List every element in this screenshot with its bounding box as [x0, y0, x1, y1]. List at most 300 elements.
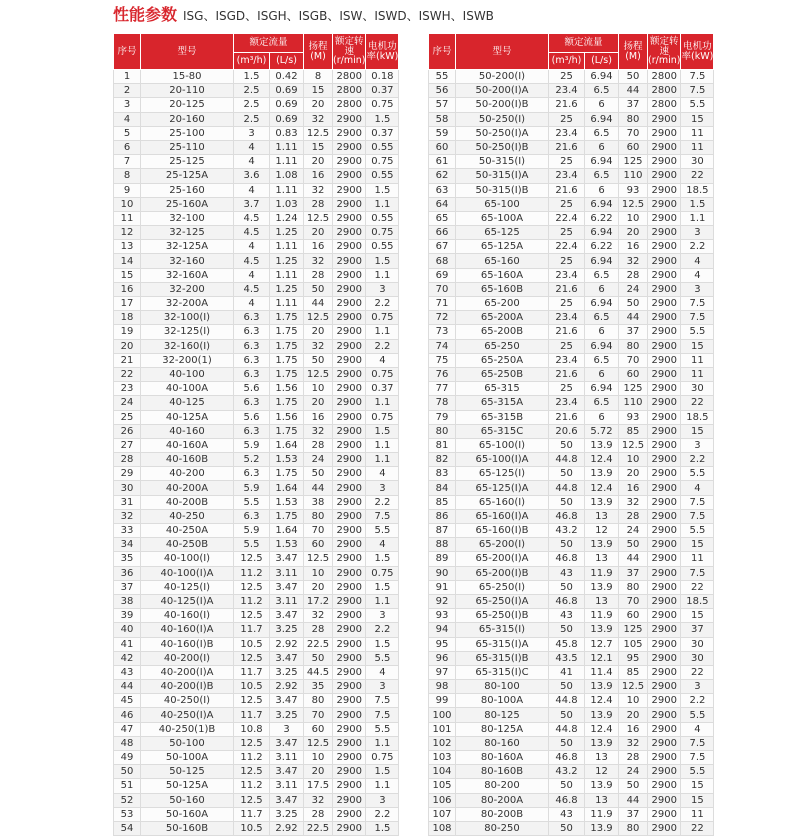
cell-power: 3 [366, 793, 399, 807]
cell-speed: 2900 [333, 169, 366, 183]
cell-no: 3 [114, 98, 141, 112]
cell-power: 15 [681, 538, 714, 552]
cell-model: 50-160B [141, 821, 234, 835]
cell-model: 40-100(I) [141, 552, 234, 566]
header-flow-m3h: (m³/h) [234, 53, 270, 70]
cell-no: 63 [429, 183, 456, 197]
table-row [114, 297, 399, 311]
cell-model: 80-100 [456, 680, 549, 694]
table-row [114, 240, 399, 254]
table-row [429, 807, 714, 821]
cell-power: 4 [366, 665, 399, 679]
table-row [114, 254, 399, 268]
cell-flow-ls: 11.4 [585, 665, 619, 679]
cell-flow-m3h: 46.8 [549, 793, 585, 807]
cell-no: 104 [429, 765, 456, 779]
cell-flow-m3h: 11.7 [234, 807, 270, 821]
cell-flow-m3h: 10.5 [234, 821, 270, 835]
cell-model: 80-125 [456, 708, 549, 722]
cell-power: 3 [366, 680, 399, 694]
cell-no: 6 [114, 140, 141, 154]
cell-no: 46 [114, 708, 141, 722]
cell-speed: 2900 [648, 680, 681, 694]
cell-power: 1.5 [366, 637, 399, 651]
table-row [114, 481, 399, 495]
cell-flow-m3h: 3.6 [234, 169, 270, 183]
cell-speed: 2900 [648, 438, 681, 452]
header-no: 序号 [429, 34, 456, 70]
cell-model: 40-250A [141, 524, 234, 538]
cell-power: 3 [681, 438, 714, 452]
cell-model: 80-200B [456, 807, 549, 821]
cell-head: 95 [619, 651, 648, 665]
cell-power: 7.5 [681, 495, 714, 509]
header-model: 型号 [456, 34, 549, 70]
cell-flow-ls: 12.4 [585, 453, 619, 467]
cell-no: 22 [114, 367, 141, 381]
cell-flow-m3h: 50 [549, 467, 585, 481]
cell-no: 85 [429, 495, 456, 509]
cell-flow-m3h: 6.3 [234, 325, 270, 339]
cell-head: 16 [304, 410, 333, 424]
cell-head: 50 [619, 779, 648, 793]
cell-flow-m3h: 21.6 [549, 325, 585, 339]
table-row [429, 651, 714, 665]
cell-head: 22.5 [304, 637, 333, 651]
cell-speed: 2900 [333, 566, 366, 580]
cell-head: 80 [619, 112, 648, 126]
cell-power: 18.5 [681, 410, 714, 424]
cell-speed: 2900 [333, 751, 366, 765]
cell-flow-m3h: 46.8 [549, 751, 585, 765]
cell-no: 10 [114, 197, 141, 211]
cell-speed: 2900 [333, 183, 366, 197]
cell-model: 50-250(I)B [456, 140, 549, 154]
cell-flow-m3h: 4 [234, 155, 270, 169]
cell-no: 4 [114, 112, 141, 126]
cell-model: 50-125 [141, 765, 234, 779]
cell-no: 43 [114, 665, 141, 679]
cell-flow-ls: 1.75 [270, 353, 304, 367]
cell-no: 54 [114, 821, 141, 835]
cell-model: 40-100(I)A [141, 566, 234, 580]
cell-flow-ls: 3.11 [270, 779, 304, 793]
cell-no: 72 [429, 311, 456, 325]
cell-head: 93 [619, 410, 648, 424]
table-row [429, 424, 714, 438]
cell-no: 56 [429, 84, 456, 98]
cell-power: 11 [681, 552, 714, 566]
cell-head: 70 [304, 708, 333, 722]
cell-flow-ls: 3.11 [270, 566, 304, 580]
cell-model: 80-200 [456, 779, 549, 793]
cell-model: 65-125(I)A [456, 481, 549, 495]
cell-flow-m3h: 41 [549, 665, 585, 679]
cell-flow-m3h: 4.5 [234, 254, 270, 268]
cell-speed: 2900 [648, 226, 681, 240]
cell-flow-ls: 13 [585, 509, 619, 523]
cell-head: 12.5 [304, 211, 333, 225]
header-head: 扬程(M) [304, 34, 333, 70]
cell-speed: 2900 [648, 140, 681, 154]
table-row [114, 609, 399, 623]
cell-no: 68 [429, 254, 456, 268]
cell-speed: 2900 [648, 410, 681, 424]
cell-head: 10 [304, 566, 333, 580]
cell-speed: 2900 [648, 665, 681, 679]
cell-no: 57 [429, 98, 456, 112]
cell-flow-m3h: 21.6 [549, 410, 585, 424]
cell-head: 110 [619, 169, 648, 183]
cell-head: 60 [304, 722, 333, 736]
cell-no: 59 [429, 126, 456, 140]
cell-head: 12.5 [619, 680, 648, 694]
cell-speed: 2900 [333, 297, 366, 311]
cell-flow-ls: 3.47 [270, 765, 304, 779]
cell-flow-m3h: 2.5 [234, 112, 270, 126]
cell-speed: 2900 [333, 282, 366, 296]
cell-flow-ls: 1.56 [270, 382, 304, 396]
cell-model: 65-200B [456, 325, 549, 339]
cell-speed: 2900 [648, 694, 681, 708]
cell-flow-ls: 6.94 [585, 197, 619, 211]
cell-no: 108 [429, 821, 456, 835]
header-flow-ls: (L/s) [585, 53, 619, 70]
cell-flow-ls: 3.47 [270, 552, 304, 566]
cell-no: 14 [114, 254, 141, 268]
cell-no: 47 [114, 722, 141, 736]
cell-model: 40-200A [141, 481, 234, 495]
cell-flow-m3h: 12.5 [234, 580, 270, 594]
table-row [429, 282, 714, 296]
cell-flow-m3h: 3 [234, 126, 270, 140]
cell-power: 11 [681, 353, 714, 367]
cell-flow-ls: 12.1 [585, 651, 619, 665]
cell-flow-m3h: 43.2 [549, 524, 585, 538]
cell-no: 102 [429, 736, 456, 750]
cell-power: 4 [681, 722, 714, 736]
cell-power: 7.5 [681, 297, 714, 311]
cell-head: 44 [619, 84, 648, 98]
cell-speed: 2900 [648, 197, 681, 211]
cell-flow-ls: 3.11 [270, 751, 304, 765]
header-flow-ls: (L/s) [270, 53, 304, 70]
cell-power: 5.5 [366, 722, 399, 736]
cell-power: 0.37 [366, 84, 399, 98]
cell-no: 82 [429, 453, 456, 467]
cell-model: 32-160 [141, 254, 234, 268]
cell-head: 20 [304, 155, 333, 169]
cell-head: 12.5 [304, 736, 333, 750]
cell-model: 50-200(I)B [456, 98, 549, 112]
cell-speed: 2900 [648, 651, 681, 665]
cell-flow-m3h: 23.4 [549, 169, 585, 183]
cell-model: 25-110 [141, 140, 234, 154]
cell-speed: 2900 [333, 453, 366, 467]
cell-power: 30 [681, 382, 714, 396]
cell-power: 1.1 [366, 594, 399, 608]
cell-speed: 2900 [333, 665, 366, 679]
cell-no: 36 [114, 566, 141, 580]
cell-speed: 2900 [648, 297, 681, 311]
cell-power: 15 [681, 424, 714, 438]
cell-flow-ls: 1.08 [270, 169, 304, 183]
cell-model: 80-160 [456, 736, 549, 750]
cell-power: 7.5 [681, 70, 714, 84]
header-model: 型号 [141, 34, 234, 70]
cell-speed: 2800 [648, 70, 681, 84]
cell-power: 1.5 [366, 254, 399, 268]
cell-flow-m3h: 11.7 [234, 665, 270, 679]
cell-flow-ls: 3.11 [270, 594, 304, 608]
cell-power: 2.2 [366, 495, 399, 509]
title-label: 性能参数 [113, 5, 178, 24]
cell-speed: 2900 [648, 325, 681, 339]
cell-model: 25-160A [141, 197, 234, 211]
cell-no: 25 [114, 410, 141, 424]
cell-no: 27 [114, 438, 141, 452]
cell-flow-m3h: 6.3 [234, 311, 270, 325]
cell-flow-m3h: 5.5 [234, 495, 270, 509]
cell-flow-ls: 5.72 [585, 424, 619, 438]
table-row [429, 169, 714, 183]
cell-model: 50-160A [141, 807, 234, 821]
cell-speed: 2900 [333, 694, 366, 708]
cell-head: 8 [304, 70, 333, 84]
cell-model: 65-315C [456, 424, 549, 438]
cell-head: 24 [619, 765, 648, 779]
cell-head: 28 [304, 807, 333, 821]
cell-flow-ls: 6 [585, 140, 619, 154]
table-row [429, 112, 714, 126]
cell-power: 7.5 [681, 311, 714, 325]
cell-head: 80 [304, 509, 333, 523]
table-row [429, 694, 714, 708]
cell-model: 65-100A [456, 211, 549, 225]
cell-speed: 2900 [333, 424, 366, 438]
cell-speed: 2900 [333, 722, 366, 736]
cell-head: 28 [304, 438, 333, 452]
cell-flow-ls: 6.94 [585, 155, 619, 169]
cell-head: 20 [619, 467, 648, 481]
cell-model: 32-100 [141, 211, 234, 225]
cell-model: 50-315(I) [456, 155, 549, 169]
cell-speed: 2900 [333, 197, 366, 211]
table-row [114, 84, 399, 98]
cell-flow-m3h: 50 [549, 495, 585, 509]
cell-model: 65-160(I)A [456, 509, 549, 523]
cell-head: 60 [619, 609, 648, 623]
header-power: 电机功率(kW) [366, 34, 399, 70]
cell-no: 17 [114, 297, 141, 311]
table-row [114, 623, 399, 637]
cell-no: 30 [114, 481, 141, 495]
table-row [114, 268, 399, 282]
cell-speed: 2900 [333, 140, 366, 154]
cell-flow-m3h: 25 [549, 155, 585, 169]
cell-flow-m3h: 46.8 [549, 509, 585, 523]
cell-no: 77 [429, 382, 456, 396]
table-row [114, 495, 399, 509]
cell-model: 40-160(I)A [141, 623, 234, 637]
cell-flow-m3h: 11.2 [234, 779, 270, 793]
table-row [429, 325, 714, 339]
table-row [114, 438, 399, 452]
cell-head: 32 [619, 254, 648, 268]
cell-model: 40-250(I)A [141, 708, 234, 722]
cell-no: 60 [429, 140, 456, 154]
cell-flow-m3h: 50 [549, 438, 585, 452]
cell-power: 2.2 [681, 694, 714, 708]
cell-head: 70 [619, 594, 648, 608]
cell-flow-ls: 3.25 [270, 807, 304, 821]
cell-no: 12 [114, 226, 141, 240]
table-row [429, 821, 714, 835]
cell-model: 50-315(I)A [456, 169, 549, 183]
cell-model: 32-160A [141, 268, 234, 282]
table-row [429, 211, 714, 225]
table-row [429, 722, 714, 736]
cell-flow-m3h: 5.5 [234, 538, 270, 552]
table-row [114, 169, 399, 183]
table-row [114, 140, 399, 154]
cell-speed: 2900 [648, 211, 681, 225]
cell-head: 70 [619, 126, 648, 140]
cell-speed: 2900 [333, 226, 366, 240]
cell-speed: 2900 [648, 126, 681, 140]
cell-speed: 2900 [648, 623, 681, 637]
cell-power: 0.55 [366, 240, 399, 254]
cell-flow-m3h: 46.8 [549, 594, 585, 608]
cell-model: 50-250(I) [456, 112, 549, 126]
cell-flow-m3h: 25 [549, 197, 585, 211]
cell-no: 97 [429, 665, 456, 679]
cell-model: 80-200A [456, 793, 549, 807]
table-row [114, 367, 399, 381]
cell-head: 12.5 [619, 438, 648, 452]
table-row [429, 793, 714, 807]
cell-model: 20-160 [141, 112, 234, 126]
cell-head: 50 [304, 353, 333, 367]
cell-head: 16 [619, 240, 648, 254]
cell-flow-m3h: 21.6 [549, 367, 585, 381]
cell-model: 40-200(I)A [141, 665, 234, 679]
cell-flow-m3h: 4.5 [234, 226, 270, 240]
cell-flow-m3h: 23.4 [549, 311, 585, 325]
cell-model: 32-200(1) [141, 353, 234, 367]
cell-no: 75 [429, 353, 456, 367]
table-row [429, 410, 714, 424]
cell-power: 4 [366, 538, 399, 552]
cell-flow-ls: 6 [585, 98, 619, 112]
cell-no: 24 [114, 396, 141, 410]
cell-flow-ls: 1.11 [270, 155, 304, 169]
cell-model: 40-160(I)B [141, 637, 234, 651]
cell-head: 28 [619, 509, 648, 523]
cell-flow-m3h: 3.7 [234, 197, 270, 211]
cell-head: 20 [619, 708, 648, 722]
table-row [114, 566, 399, 580]
cell-speed: 2900 [648, 254, 681, 268]
cell-flow-ls: 1.75 [270, 367, 304, 381]
cell-model: 50-315(I)B [456, 183, 549, 197]
cell-power: 2.2 [366, 807, 399, 821]
cell-power: 1.1 [366, 438, 399, 452]
cell-flow-m3h: 6.3 [234, 509, 270, 523]
cell-head: 37 [619, 566, 648, 580]
cell-head: 17.5 [304, 779, 333, 793]
cell-model: 40-200(I) [141, 651, 234, 665]
cell-no: 64 [429, 197, 456, 211]
cell-flow-m3h: 10.5 [234, 637, 270, 651]
cell-power: 11 [681, 126, 714, 140]
cell-head: 125 [619, 623, 648, 637]
cell-head: 16 [619, 722, 648, 736]
cell-flow-m3h: 4 [234, 183, 270, 197]
cell-speed: 2900 [648, 751, 681, 765]
cell-head: 32 [619, 736, 648, 750]
cell-flow-ls: 3.47 [270, 736, 304, 750]
cell-no: 81 [429, 438, 456, 452]
table-row [114, 353, 399, 367]
cell-power: 1.1 [366, 197, 399, 211]
table-row [114, 779, 399, 793]
cell-head: 105 [619, 637, 648, 651]
cell-no: 48 [114, 736, 141, 750]
cell-flow-ls: 6.5 [585, 84, 619, 98]
cell-flow-ls: 2.92 [270, 680, 304, 694]
cell-flow-ls: 6.5 [585, 353, 619, 367]
cell-flow-ls: 6 [585, 325, 619, 339]
cell-flow-m3h: 4.5 [234, 282, 270, 296]
cell-no: 88 [429, 538, 456, 552]
cell-speed: 2900 [648, 481, 681, 495]
table-row [429, 609, 714, 623]
cell-model: 50-125A [141, 779, 234, 793]
cell-head: 12.5 [304, 126, 333, 140]
cell-head: 85 [619, 665, 648, 679]
cell-flow-ls: 6 [585, 367, 619, 381]
cell-power: 4 [681, 268, 714, 282]
cell-power: 5.5 [681, 765, 714, 779]
cell-speed: 2900 [333, 240, 366, 254]
cell-flow-m3h: 6.3 [234, 467, 270, 481]
cell-model: 15-80 [141, 70, 234, 84]
cell-flow-m3h: 25 [549, 226, 585, 240]
cell-model: 65-200 [456, 297, 549, 311]
cell-speed: 2900 [648, 552, 681, 566]
cell-speed: 2900 [648, 736, 681, 750]
cell-model: 65-200(I) [456, 538, 549, 552]
cell-flow-ls: 0.69 [270, 98, 304, 112]
cell-no: 92 [429, 594, 456, 608]
table-row [429, 396, 714, 410]
table-row [114, 665, 399, 679]
cell-flow-m3h: 43.5 [549, 651, 585, 665]
header-head: 扬程(M) [619, 34, 648, 70]
cell-head: 35 [304, 680, 333, 694]
cell-head: 50 [304, 651, 333, 665]
cell-no: 2 [114, 84, 141, 98]
cell-speed: 2900 [333, 765, 366, 779]
cell-head: 20 [304, 226, 333, 240]
cell-model: 65-100(I)A [456, 453, 549, 467]
cell-flow-ls: 1.25 [270, 254, 304, 268]
cell-speed: 2900 [648, 708, 681, 722]
cell-flow-m3h: 50 [549, 538, 585, 552]
cell-model: 65-125 [456, 226, 549, 240]
cell-no: 16 [114, 282, 141, 296]
